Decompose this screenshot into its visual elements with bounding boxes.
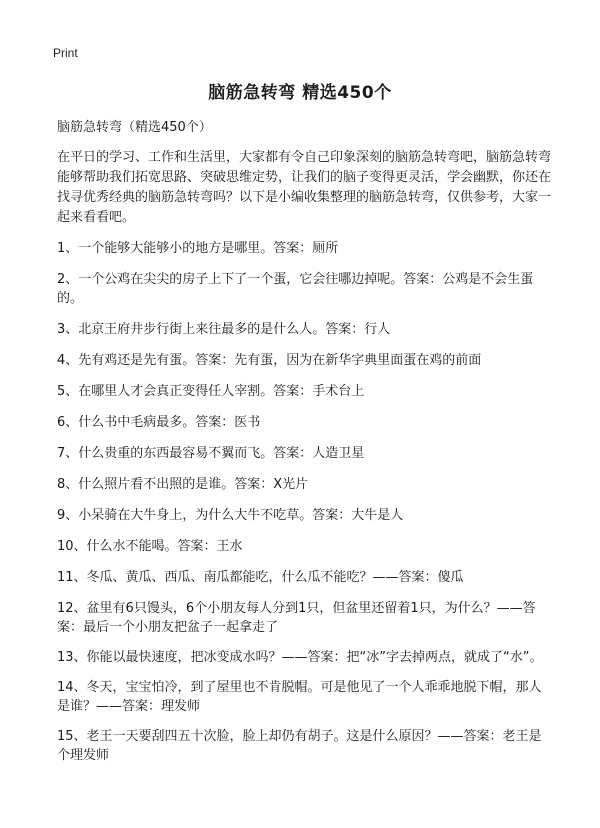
riddle-item-14: 14、冬天，宝宝怕冷，到了屋里也不肯脱帽。可是他见了一个人乖乖地脱下帽，那人是谁？——答案：理发师 bbox=[57, 680, 542, 714]
print-link[interactable]: Print bbox=[53, 46, 78, 60]
riddle-item-12: 12、盆里有6只馒头，6个小朋友每人分到1只，但盆里还留着1只，为什么？——答案：最后一个小朋友把盆子一起拿走了 bbox=[57, 601, 536, 635]
riddle-item-13: 13、你能以最快速度，把冰变成水吗？——答案：把“冰”字去掉两点，就成了“水”。 bbox=[57, 650, 543, 665]
riddle-item-1: 1、一个能够大能够小的地方是哪里。答案：厕所 bbox=[57, 241, 339, 256]
intro-paragraph: 在平日的学习、工作和生活里，大家都有令自己印象深刻的脑筋急转弯吧，脑筋急转弯能够帮助我们拓宽思路、突破思维定势，让我们的脑子变得更灵活，学会幽默，你还在找寻优秀经典的脑筋急转弯吗？以下是小编收集整理的脑筋急转弯，仅供参考，大家一起来看看吧。 bbox=[57, 150, 552, 225]
riddle-item-4: 4、先有鸡还是先有蛋。答案：先有蛋，因为在新华字典里面蛋在鸡的前面 bbox=[57, 353, 482, 368]
riddle-item-15: 15、老王一天要刮四五十次脸，脸上却仍有胡子。这是什么原因？——答案：老王是个理发师 bbox=[57, 729, 542, 763]
riddle-item-11: 11、冬瓜、黄瓜、西瓜、南瓜都能吃，什么瓜不能吃？——答案：傻瓜 bbox=[57, 570, 464, 585]
riddle-list bbox=[57, 239, 554, 765]
riddle-item-10: 10、什么水不能喝。答案：王水 bbox=[57, 539, 243, 554]
riddle-item-9: 9、小呆骑在大牛身上，为什么大牛不吃草。答案：大牛是人 bbox=[57, 508, 404, 523]
riddle-item-5: 5、在哪里人才会真正变得任人宰割。答案：手术台上 bbox=[57, 384, 365, 399]
riddle-item-3: 3、北京王府井步行街上来往最多的是什么人。答案：行人 bbox=[57, 322, 391, 337]
page-title: 脑筋急转弯 精选450个 bbox=[208, 83, 392, 103]
article-subtitle: 脑筋急转弯（精选450个） bbox=[57, 120, 212, 135]
riddle-item-6: 6、什么书中毛病最多。答案：医书 bbox=[57, 415, 261, 430]
riddle-item-7: 7、什么贵重的东西最容易不翼而飞。答案：人造卫星 bbox=[57, 446, 365, 461]
riddle-item-8: 8、什么照片看不出照的是谁。答案：X光片 bbox=[57, 477, 309, 492]
riddle-item-2: 2、一个公鸡在尖尖的房子上下了一个蛋，它会往哪边掉呢。答案：公鸡是不会生蛋的。 bbox=[57, 272, 534, 306]
article-body bbox=[57, 118, 554, 776]
